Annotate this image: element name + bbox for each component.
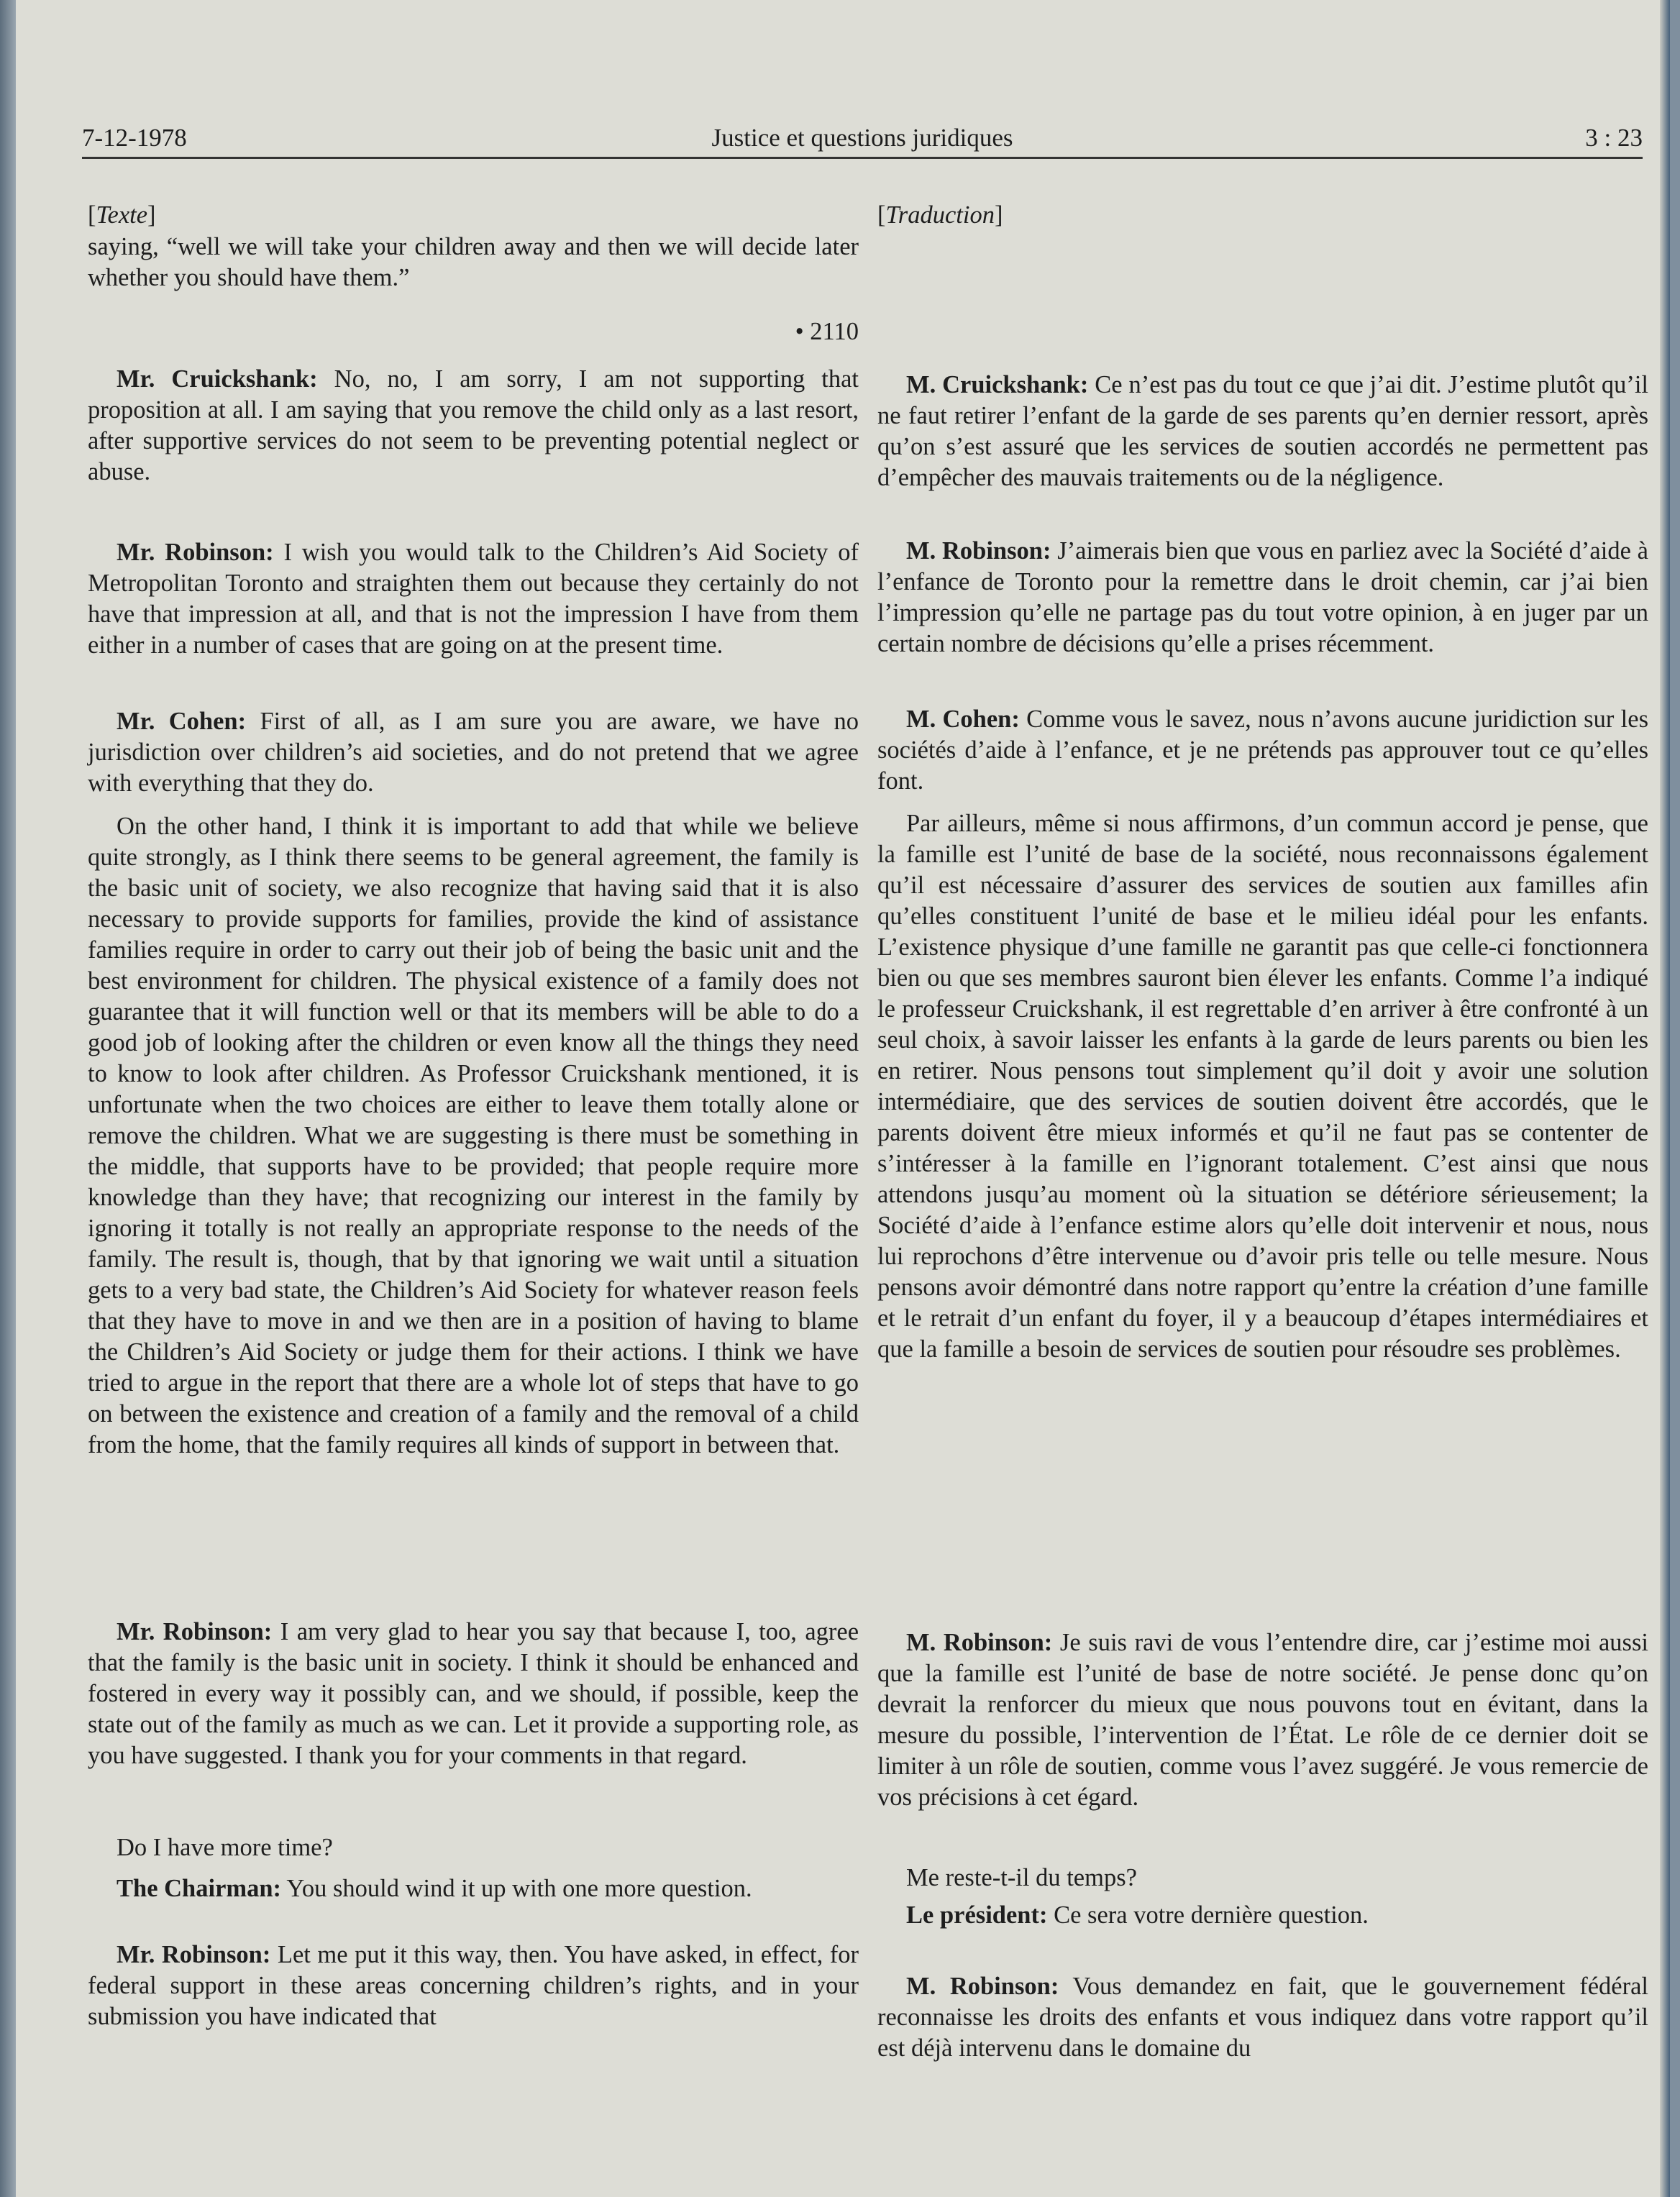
paragraph-robinson-1: Mr. Robinson: I wish you would talk to the Children’s Aid Society of Metropolitan Toronto and straighten them out because they certainly do not have that impression at all, and that is not the impression I have from them either in a number of cases that are going on at the present time. — [88, 539, 859, 659]
paragraph-robinson-3: Mr. Robinson: Let me put it this way, then. You have asked, in effect, for federal support in these areas concerning children’s rights, and in your submission you have indicated that — [88, 1941, 859, 2030]
paragraph-continuation: saying, “well we will take your children away and then we will decide later whether you should have them.” — [88, 233, 859, 291]
header-date: 7-12-1978 — [82, 124, 187, 152]
paragraph-fr-president: Le président: Ce sera votre dernière question. — [906, 1901, 1369, 1929]
paragraph-chairman: The Chairman: You should wind it up with one more question. — [117, 1875, 752, 1902]
paragraph-fr-cohen: M. Cohen: Comme vous le savez, nous n’avons aucune juridiction sur les sociétés d’aide à l’enfance, et je ne prétends pas approuver tout ce qu’elles font. — [877, 705, 1648, 795]
header-page-number: 3 : 23 — [1585, 124, 1643, 152]
paragraph-robinson-2: Mr. Robinson: I am very glad to hear you say that because I, too, agree that the family is the basic unit in society. I think it should be enhanced and fostered in every way it possibly can, and we should, if possible, keep the state out of the family as much as we can. Let it provide a supporting role, as you have suggested. I thank you for your comments in that regard. — [88, 1618, 859, 1769]
paragraph-fr-cruickshank: M. Cruickshank: Ce n’est pas du tout ce que j’ai dit. J’estime plutôt qu’il ne faut retirer l’enfant de la garde de ses parents qu’en dernier ressort, après qu’on s’est assuré que les services de soutien accordés ne permettent pas d’empêcher des mauvais traitements ou de la négligence. — [877, 371, 1649, 491]
running-header — [82, 119, 1643, 159]
paragraph-fr-robinson-3: M. Robinson: Vous demandez en fait, que le gouvernement fédéral reconnaisse les droits des enfants et vous indiquez dans votre rapport qu’il est déjà intervenu dans le domaine du — [877, 1973, 1648, 2062]
document-page — [16, 0, 1670, 2197]
book-spine-shadow — [0, 0, 16, 2197]
header-title: Justice et questions juridiques — [711, 124, 1013, 152]
paragraph-cruickshank: Mr. Cruickshank: No, no, I am sorry, I am not supporting that proposition at all. I am saying that you remove the child only as a last resort, after supportive services do not seem to be preventing potential neglect or abuse. — [88, 365, 859, 485]
column-label-texte: [Texte] — [88, 201, 156, 229]
column-label-traduction: [Traduction] — [877, 201, 1003, 229]
paragraph-fr-more-time: Me reste-t-il du temps? — [906, 1864, 1137, 1891]
paragraph-fr-robinson-2: M. Robinson: Je suis ravi de vous l’entendre dire, car j’estime moi aussi que la famille est l’unité de base de notre société. Je pense donc qu’on devrait la renforcer du mieux que nous pouvons tout en évitant, dans la mesure du possible, l’intervention de l’État. Le rôle de ce dernier doit se limiter à un rôle de soutien, comme vous l’avez suggéré. Je vous remercie de vos précisions à cet égard. — [877, 1629, 1648, 1811]
paragraph-fr-robinson-1: M. Robinson: J’aimerais bien que vous en parliez avec la Société d’aide à l’enfance de Toronto pour la remettre dans le droit chemin, car j’ai bien l’impression qu’elle ne partage pas du tout votre opinion, à en juger par un certain nombre de décisions qu’elle a prises récemment. — [877, 537, 1648, 657]
paragraph-cohen-continued: On the other hand, I think it is important to add that while we believe quite strongly, as I think there seems to be general agreement, the family is the basic unit of society, we also recognize that having said that it is also necessary to provide supports for families, provide the kind of assistance families require in order to carry out their job of being the basic unit and the best environment for children. The physical existence of a family does not guarantee that it will function well or that its members will be able to do a good job of looking after the children or even know all the things they need to know to look after children. As Professor Cruickshank mentioned, it is unfortunate when the two choices are either to leave them totally alone or remove the children. What we are suggesting is there must be something in the middle, that supports have to be provided; that people require more knowledge than they have; that recognizing our interest in the family by ignoring it totally is not really an appropriate response to the needs of the family. The result is, though, that by that ignoring we wait until a situation gets to a very bad state, the Children’s Aid Society for whatever reason feels that they have to move in and we then are in a position of having to blame the Children’s Aid Society or judge them for their actions. I think we have tried to argue in the report that there are a whole lot of steps that have to go on between the existence and creation of a family and the removal of a child from the home, that the family requires all kinds of support in between that. — [88, 813, 859, 1458]
paragraph-cohen: Mr. Cohen: First of all, as I am sure you are aware, we have no jurisdiction over children’s aid societies, and do not pretend that we agree with everything that they do. — [88, 708, 859, 797]
page-edge-shadow — [1660, 0, 1670, 2197]
paragraph-more-time: Do I have more time? — [117, 1834, 333, 1861]
time-marker: • 2110 — [795, 318, 859, 345]
paragraph-fr-cohen-continued: Par ailleurs, même si nous affirmons, d’un commun accord je pense, que la famille est l’unité de base de la société, nous reconnaissons également qu’il est nécessaire d’assurer des services de soutien aux familles afin qu’elles constituent l’unité de base et le milieu idéal pour les enfants. L’existence physique d’une famille ne garantit pas que celle-ci fonctionnera bien ou que ses membres sauront bien élever les enfants. Comme l’a indiqué le professeur Cruickshank, il est regrettable d’en arriver à être confronté à un seul choix, à savoir laisser les enfants à la garde de leurs parents ou bien les en retirer. Nous pensons tout simplement qu’il doit y avoir une solution intermédiaire, que des services de soutien doivent être accordés, que le parents doivent être mieux informés et qu’il ne faut pas se contenter de s’intéresser à la famille en l’ignorant totalement. C’est ainsi que nous attendons jusqu’au moment où la situation se détériore sérieusement; la Société d’aide à l’enfance estime alors qu’elle doit intervenir et nous, nous lui reprochons d’être intervenue ou d’avoir pris telle ou telle mesure. Nous pensons avoir démontré dans notre rapport qu’entre la création d’une famille et le retrait d’un enfant du foyer, il y a beaucoup d’étapes intermédiaires et que la famille a besoin de services de soutien pour résoudre ses problèmes. — [877, 810, 1648, 1363]
